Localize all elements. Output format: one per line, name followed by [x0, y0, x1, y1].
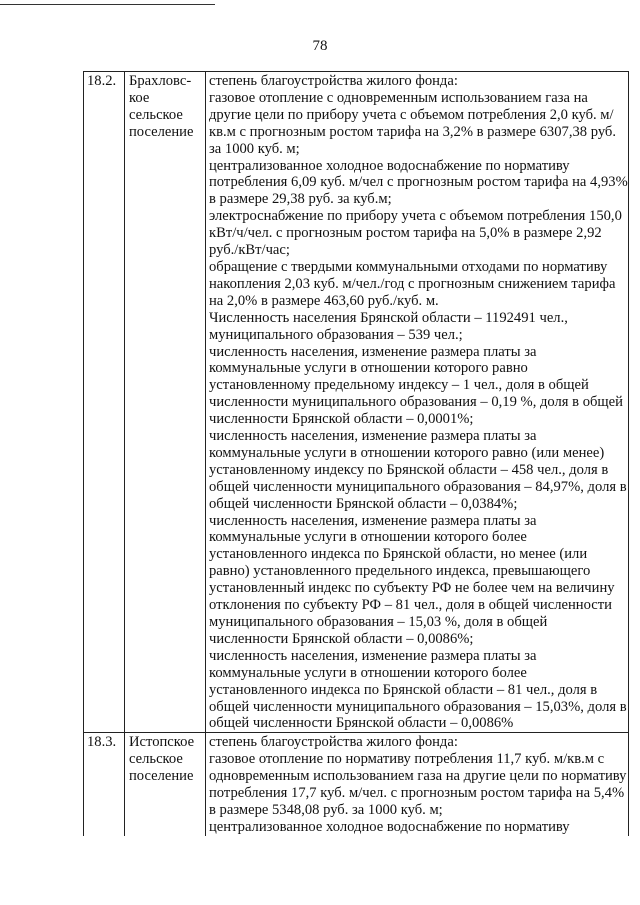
description-paragraph: степень благоустройства жилого фонда: — [209, 73, 458, 89]
row-number: 18.2. — [87, 73, 117, 89]
description-paragraph: обращение с твердыми коммунальными отходами по нормативу накопления 2,03 куб. м/чел./год с прогнозным снижением тарифа на 2,0% в размере 463,60 руб./куб. м. — [209, 258, 616, 309]
row-number-cell — [84, 733, 125, 836]
settlement-name-line: Истопское — [129, 734, 195, 751]
settlement-name-line: поселение — [129, 768, 194, 785]
description-cell — [206, 72, 629, 733]
description-paragraph: численность населения, изменение размера платы за коммунальные услуги в отношении которого более установленного индекса по Брянской области – 81 чел., доля в общей численности муниципального образования – 15,03%, доля в общей численности Брянской области – 0,0086% — [209, 647, 627, 732]
description-paragraph: численность населения, изменение размера платы за коммунальные услуги в отношении которого равно установленному предельному индексу – 1 чел., доля в общей численности муниципального образования – 0,19 %, доля в общей численности Брянской области – 0,0001%; — [209, 343, 623, 428]
settlements-table — [83, 71, 629, 836]
description-paragraph: численность населения, изменение размера платы за коммунальные услуги в отношении которого равно (или менее) установленному индексу по Брянской области – 458 чел., доля в общей численности муниципального образования – 84,97%, доля в общей численности Брянской области – 0,0384%; — [209, 428, 627, 512]
description-paragraph: численность населения, изменение размера платы за коммунальные услуги в отношении которого более установленного индекса по Брянской области, но менее (или равно) установленного предельного индекса, превышающего установленный индекс по субъекту РФ не более чем на величину отклонения по субъекту РФ – 81 чел., доля в общей численности муниципального образования – 15,03 %, доля в общей численности Брянской области – 0,0086%; — [209, 512, 615, 647]
settlement-name-line: кое — [129, 89, 150, 106]
description-cell — [206, 733, 629, 836]
description-paragraph: степень благоустройства жилого фонда: — [209, 734, 458, 751]
description-paragraph: Численность населения Брянской области – 1192491 чел., муниципального образования – 539 чел.; — [209, 309, 568, 343]
settlement-name-line: сельское — [129, 106, 183, 123]
row-number-cell — [84, 72, 125, 733]
description-paragraph: газовое отопление с одновременным использованием газа на другие цели по прибору учета с объемом потребления 2,0 куб. м/кв.м с прогнозным ростом тарифа на 3,2% в размере 6307,38 руб. за 1000 куб. м; — [209, 89, 616, 157]
description-paragraph: централизованное холодное водоснабжение по нормативу потребления 6,09 куб. м/чел с прогнозным ростом тарифа на 4,93% в размере 29,38 руб. за куб.м; — [209, 157, 628, 208]
description-paragraph: централизованное холодное водоснабжение по нормативу — [209, 818, 570, 835]
description-paragraph: газовое отопление по нормативу потребления 11,7 куб. м/кв.м с одновременным использованием газа на другие цели по нормативу потребления 17,7 куб. м/чел. с прогнозным ростом тарифа на 5,4% в размере 5348,08 руб. за 1000 куб. м; — [209, 751, 627, 818]
top-rule — [0, 4, 215, 5]
settlement-name-line: поселение — [129, 123, 194, 140]
table-row — [84, 72, 629, 733]
row-number: 18.3. — [87, 734, 117, 751]
description-paragraph: электроснабжение по прибору учета с объемом потребления 150,0 кВт/ч/чел. с прогнозным ростом тарифа на 5,0% в размере 2,92 руб./кВт/час; — [209, 208, 622, 259]
settlement-name-line: сельское — [129, 751, 183, 768]
table-row — [84, 733, 629, 836]
page-number: 78 — [312, 38, 328, 54]
settlement-name-cell — [125, 733, 206, 836]
settlement-name-cell — [125, 72, 206, 733]
settlement-name-line: Брахловс- — [129, 73, 192, 89]
